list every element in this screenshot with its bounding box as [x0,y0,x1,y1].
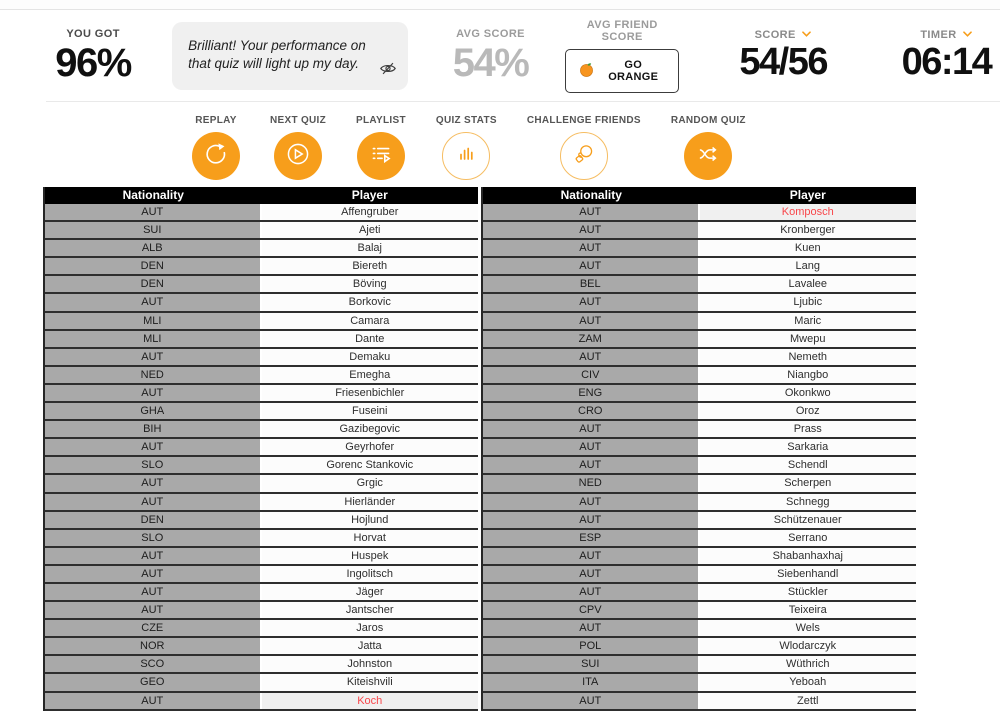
avg-friend-score-stat [565,19,679,93]
replay-button[interactable] [192,132,240,180]
player-cell: Serrano [700,530,917,546]
table-row [45,584,478,602]
chevron-down-icon[interactable] [801,29,812,41]
result-message [172,22,408,90]
player-cell: Ajeti [262,222,479,238]
nationality-cell: AUT [45,548,262,564]
table-row [483,475,916,493]
table-row [45,385,478,403]
player-cell: Jäger [262,584,479,600]
nationality-cell: AUT [483,439,700,455]
player-cell: Shabanhaxhaj [700,548,917,564]
player-cell: Böving [262,276,479,292]
challenge-friends-action [527,115,641,180]
score-label: SCORE [754,28,796,41]
nationality-cell: AUT [45,584,262,600]
table-row [45,566,478,584]
table-row [45,367,478,385]
table-row [45,240,478,258]
nationality-cell: AUT [45,602,262,618]
player-cell: Teixeira [700,602,917,618]
avg-score-stat [448,28,533,84]
nationality-cell: DEN [45,276,262,292]
player-cell: Siebenhandl [700,566,917,582]
player-column-header: Player [351,188,388,202]
player-cell: Lavalee [700,276,917,292]
table-row [45,457,478,475]
player-cell: Hierländer [262,494,479,510]
table-row [483,457,916,475]
nationality-cell: AUT [483,494,700,510]
nationality-cell: MLI [45,331,262,347]
player-cell: Kiteishvili [262,674,479,690]
top-divider [0,0,1000,10]
nationality-cell: SLO [45,457,262,473]
nationality-cell: AUT [483,584,700,600]
player-cell: Borkovic [262,294,479,310]
player-cell: Dante [262,331,479,347]
player-cell: Stückler [700,584,917,600]
nationality-cell: GEO [45,674,262,690]
player-cell: Wlodarczyk [700,638,917,654]
replay-icon [203,141,229,172]
score-stat [731,29,834,83]
replay-action [192,115,240,180]
quiz-stats-action [436,115,497,180]
result-message-text: Brilliant! Your performance on that quiz will light up my day. [188,37,366,71]
go-orange-button[interactable] [565,49,679,93]
timer-stat [893,29,1000,83]
nationality-cell: AUT [483,349,700,365]
player-cell: Johnston [262,656,479,672]
action-buttons [192,115,1000,180]
nationality-cell: AUT [483,294,700,310]
player-cell: Schützenauer [700,512,917,528]
table-row [483,204,916,222]
table-row [483,566,916,584]
nationality-cell: SUI [45,222,262,238]
table-header [45,187,478,204]
nationality-cell: DEN [45,512,262,528]
player-cell: Koch [262,693,479,709]
player-cell: Emegha [262,367,479,383]
player-cell: Sarkaria [700,439,917,455]
table-row [45,313,478,331]
nationality-cell: ZAM [483,331,700,347]
table-row [45,548,478,566]
boxing-glove-icon [571,141,597,172]
player-cell: Kuen [700,240,917,256]
player-cell: Niangbo [700,367,917,383]
nationality-cell: AUT [45,294,262,310]
nationality-cell: AUT [483,258,700,274]
score-value: 54/56 [739,40,827,83]
nationality-cell: CIV [483,367,700,383]
playlist-icon [368,141,394,172]
challenge-friends-button[interactable] [560,132,608,180]
table-row [483,638,916,656]
table-row [483,512,916,530]
nationality-cell: AUT [483,548,700,564]
player-cell: Wels [700,620,917,636]
table-row [483,693,916,711]
nationality-cell: AUT [45,693,262,709]
table-row [483,421,916,439]
table-row [483,620,916,638]
chevron-down-icon[interactable] [962,29,973,41]
score-label-row [731,29,834,41]
nationality-cell: AUT [45,494,262,510]
table-row [45,656,478,674]
nationality-cell: POL [483,638,700,654]
random-quiz-label: RANDOM QUIZ [670,115,746,126]
table-row [45,276,478,294]
player-cell: Nemeth [700,349,917,365]
table-row [45,602,478,620]
nationality-cell: BEL [483,276,700,292]
table-row [483,240,916,258]
player-cell: Camara [262,313,479,329]
table-row [45,258,478,276]
nationality-cell: NED [483,475,700,491]
table-header [483,187,916,204]
player-cell: Hojlund [262,512,479,528]
nationality-cell: AUT [483,512,700,528]
nationality-cell: AUT [45,566,262,582]
nationality-cell: GHA [45,403,262,419]
table-row [483,222,916,240]
player-cell: Fuseini [262,403,479,419]
player-cell: Ingolitsch [262,566,479,582]
nationality-cell: AUT [483,693,700,709]
player-cell: Oroz [700,403,917,419]
random-quiz-button[interactable] [684,132,732,180]
player-cell: Balaj [262,240,479,256]
nationality-cell: AUT [483,457,700,473]
table-row [483,656,916,674]
timer-label-row [893,29,1000,41]
player-cell: Huspek [262,548,479,564]
table-row [483,313,916,331]
player-cell: Scherpen [700,475,917,491]
player-cell: Gorenc Stankovic [262,457,479,473]
nationality-cell: AUT [45,439,262,455]
nationality-column-header: Nationality [560,188,622,202]
playlist-label: PLAYLIST [356,115,406,126]
timer-value: 06:14 [901,40,992,83]
nationality-cell: AUT [45,475,262,491]
avg-friend-score-label: AVG FRIEND SCORE [586,18,658,43]
table-row [483,584,916,602]
table-row [45,439,478,457]
nationality-cell: AUT [483,620,700,636]
nationality-cell: ESP [483,530,700,546]
shuffle-icon [695,141,721,172]
table-row [45,620,478,638]
nationality-cell: SLO [45,530,262,546]
player-cell: Grgic [262,475,479,491]
player-cell: Lang [700,258,917,274]
table-row [483,530,916,548]
results-tables [43,187,1000,711]
table-row [483,349,916,367]
player-cell: Schendl [700,457,917,473]
play-circle-icon [284,140,312,173]
results-header [46,10,1000,102]
nationality-cell: AUT [483,222,700,238]
quiz-stats-button[interactable] [442,132,490,180]
player-cell: Mwepu [700,331,917,347]
table-row [45,204,478,222]
player-cell: Wüthrich [700,656,917,672]
next-quiz-action [270,115,326,180]
nationality-cell: MLI [45,313,262,329]
nationality-cell: BIH [45,421,262,437]
quiz-stats-label: QUIZ STATS [435,115,497,126]
table-row [45,512,478,530]
player-cell: Komposch [700,204,917,220]
player-cell: Jaros [262,620,479,636]
table-row [483,367,916,385]
nationality-cell: AUT [483,566,700,582]
nationality-cell: ITA [483,674,700,690]
player-cell: Friesenbichler [262,385,479,401]
playlist-action [356,115,406,180]
nationality-cell: AUT [483,240,700,256]
nationality-cell: AUT [45,204,262,220]
nationality-cell: AUT [483,313,700,329]
results-table-right [481,187,916,711]
orange-fruit-icon [579,62,594,80]
player-cell: Ljubic [700,294,917,310]
table-row [45,475,478,493]
random-quiz-action [671,115,746,180]
results-table-left [43,187,478,711]
table-row [45,693,478,711]
player-cell: Horvat [262,530,479,546]
table-row [483,494,916,512]
table-row [45,494,478,512]
table-row [483,385,916,403]
table-row [45,349,478,367]
nationality-cell: SUI [483,656,700,672]
table-row [45,674,478,692]
table-row [483,439,916,457]
nationality-cell: AUT [45,385,262,401]
player-cell: Jatta [262,638,479,654]
table-row [483,548,916,566]
bar-chart-icon [454,142,478,171]
avg-score-value: 54% [452,40,529,85]
player-column-header: Player [789,188,826,202]
nationality-cell: AUT [483,421,700,437]
table-row [45,294,478,312]
you-got-label: YOU GOT [66,27,120,40]
player-cell: Kronberger [700,222,917,238]
player-cell: Demaku [262,349,479,365]
table-row [45,331,478,349]
avg-score-label: AVG SCORE [456,27,525,40]
you-got-stat [46,28,140,84]
table-row [483,331,916,349]
next-quiz-button[interactable] [274,132,322,180]
nationality-column-header: Nationality [122,188,184,202]
player-cell: Affengruber [262,204,479,220]
table-row [45,421,478,439]
player-cell: Okonkwo [700,385,917,401]
nationality-cell: SCO [45,656,262,672]
player-cell: Jantscher [262,602,479,618]
table-row [483,294,916,312]
nationality-cell: ALB [45,240,262,256]
table-row [45,638,478,656]
table-row [45,530,478,548]
table-row [483,602,916,620]
table-row [483,403,916,421]
challenge-friends-label: CHALLENGE FRIENDS [526,115,641,126]
table-row [483,674,916,692]
table-row [483,276,916,294]
go-orange-label: GO ORANGE [608,58,659,83]
player-cell: Geyrhofer [262,439,479,455]
player-cell: Gazibegovic [262,421,479,437]
nationality-cell: AUT [45,349,262,365]
player-cell: Schnegg [700,494,917,510]
table-row [45,222,478,240]
next-quiz-label: NEXT QUIZ [270,115,327,126]
eye-off-icon[interactable] [379,61,397,81]
replay-label: REPLAY [195,115,237,126]
player-cell: Zettl [700,693,917,709]
nationality-cell: NED [45,367,262,383]
nationality-cell: CRO [483,403,700,419]
table-row [45,403,478,421]
you-got-value: 96% [55,40,131,85]
player-cell: Yeboah [700,674,917,690]
player-cell: Biereth [262,258,479,274]
playlist-button[interactable] [357,132,405,180]
nationality-cell: CPV [483,602,700,618]
nationality-cell: CZE [45,620,262,636]
nationality-cell: DEN [45,258,262,274]
timer-label: TIMER [920,28,957,41]
nationality-cell: ENG [483,385,700,401]
nationality-cell: NOR [45,638,262,654]
table-row [483,258,916,276]
player-cell: Prass [700,421,917,437]
player-cell: Maric [700,313,917,329]
nationality-cell: AUT [483,204,700,220]
